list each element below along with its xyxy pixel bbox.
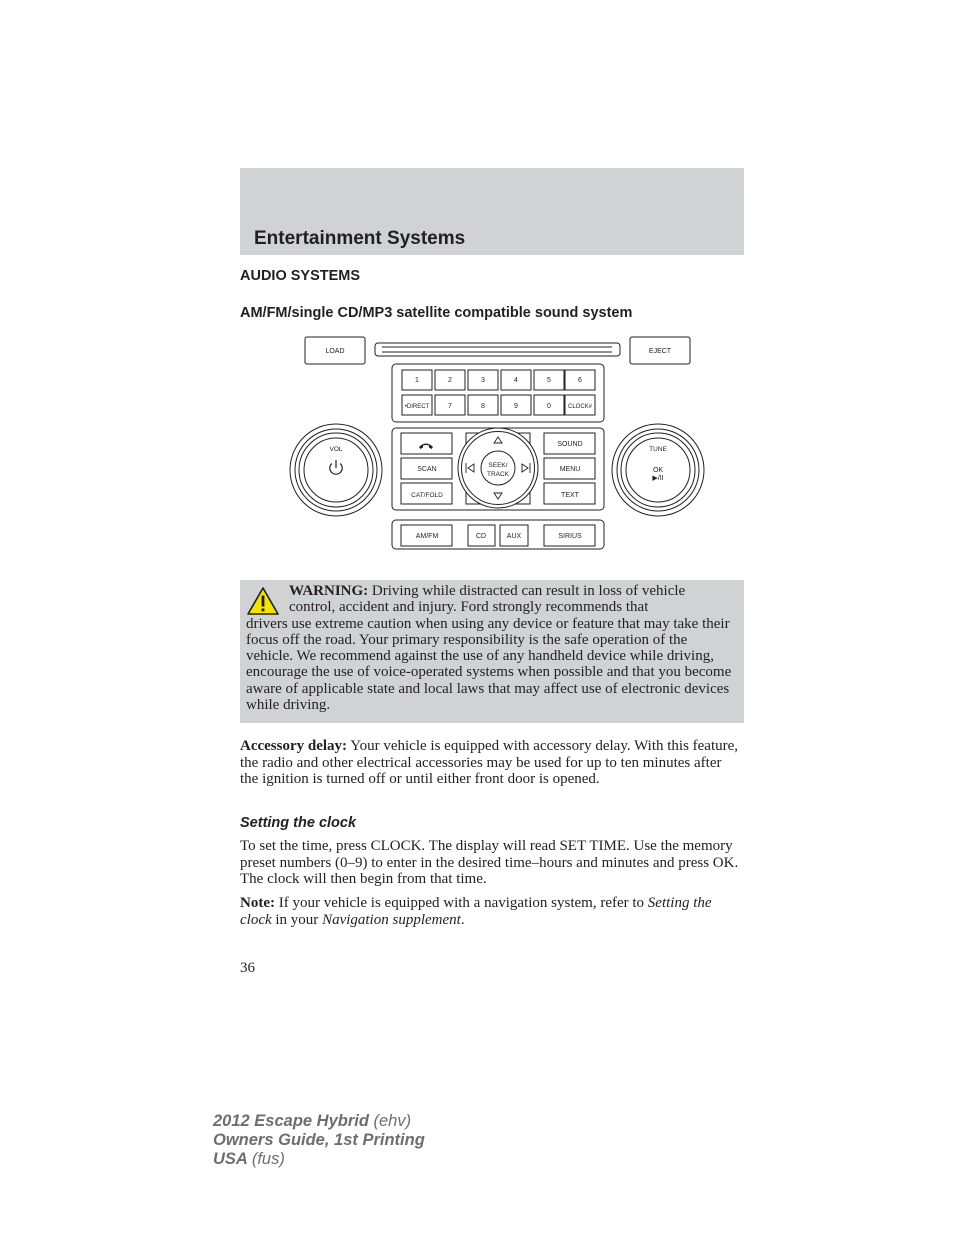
accessory-delay-paragraph: [240, 738, 740, 788]
preset-7: 7: [448, 403, 452, 410]
sirius-label: SIRIUS: [558, 533, 582, 540]
preset-9: 9: [514, 403, 518, 410]
scan-label: SCAN: [417, 466, 437, 473]
footer-guide: Owners Guide, 1st Printing: [213, 1131, 425, 1149]
preset-0: 0: [547, 403, 551, 410]
section-title: Entertainment Systems: [254, 228, 466, 249]
preset-4: 4: [514, 377, 518, 384]
warning-label: WARNING:: [289, 583, 369, 599]
footer-model: 2012 Escape Hybrid: [213, 1112, 369, 1130]
phone-button: [401, 433, 452, 454]
footer-model-code: (ehv): [373, 1112, 412, 1130]
footer-market-code: (fus): [251, 1150, 285, 1168]
heading-sound-system: AM/FM/single CD/MP3 satellite compatible sound system: [240, 305, 633, 321]
warning-text: [246, 583, 738, 713]
menu-label: MENU: [559, 466, 581, 473]
eject-label: EJECT: [648, 348, 672, 355]
text-label: TEXT: [561, 492, 579, 499]
preset-6: 6: [578, 377, 582, 384]
cd-slot: [375, 343, 620, 356]
direct-label: •DIRECT: [404, 404, 430, 410]
page-number: 36: [240, 960, 255, 976]
tune-label: TUNE: [649, 446, 667, 453]
preset-3: 3: [481, 377, 485, 384]
accessory-delay-label: Accessory delay:: [240, 738, 348, 754]
note-end: .: [460, 911, 465, 928]
seek-label: SEEK/: [488, 462, 508, 469]
ok-label: OK: [652, 467, 664, 474]
warning-line-2: control, accident and injury. Ford strongly recommends that: [289, 599, 649, 616]
setting-clock-heading: Setting the clock: [240, 815, 357, 831]
warning-line-1: Driving while distracted can result in loss of vehicle: [371, 583, 686, 599]
play-pause-label: ▶/II: [652, 475, 664, 482]
heading-audio-systems: AUDIO SYSTEMS: [240, 268, 361, 284]
aux-label: AUX: [506, 533, 522, 540]
clock-text: To set the time, press CLOCK. The display will read SET TIME. Use the memory preset numbers (0–9) to enter in the desired time–hours and minutes and press OK. The clock will then begin from that time.: [240, 838, 739, 887]
track-label: TRACK: [486, 471, 510, 478]
note-text-1: If your vehicle is equipped with a navigation system, refer to: [278, 895, 645, 911]
footer-edition-info: [213, 1112, 425, 1169]
preset-1: 1: [415, 377, 419, 384]
sound-label: SOUND: [557, 441, 583, 448]
warning-body: drivers use extreme caution when using any device or feature that may take their focus off the road. Your primary responsibility is the safe operation of the vehicle. We recommend against the use of any handheld device while driving, encourage the use of voice-operated systems when possible and that you become aware of applicable state and local laws that may affect use of electronic devices while driving.: [246, 615, 732, 714]
load-label: LOAD: [325, 348, 345, 355]
clock-paragraph: [240, 838, 740, 888]
note-reference-navigation-supplement: Navigation supplement: [322, 911, 461, 928]
note-reference-setting-clock: Setting the clock: [240, 895, 712, 928]
preset-5: 5: [547, 377, 551, 384]
cat-fold-label: CAT/FOLD: [411, 492, 443, 499]
radio-faceplate-illustration: [280, 330, 710, 555]
note-label: Note:: [240, 895, 275, 911]
preset-2: 2: [448, 377, 452, 384]
power-icon: [330, 460, 342, 474]
phone-icon: [419, 444, 433, 450]
footer-market: USA: [213, 1150, 248, 1168]
accessory-delay-text: Your vehicle is equipped with accessory delay. With this feature, the radio and other electrical accessories may be used for up to ten minutes after the ignition is turned off or until either front door is opened.: [240, 738, 739, 787]
am-fm-label: AM/FM: [415, 533, 439, 540]
vol-label: VOL: [329, 446, 343, 453]
preset-8: 8: [481, 403, 485, 410]
note-paragraph: [240, 895, 740, 928]
clock-label: CLOCK#: [567, 404, 593, 410]
note-text-2: in your: [275, 911, 319, 928]
cd-label: CD: [475, 533, 487, 540]
